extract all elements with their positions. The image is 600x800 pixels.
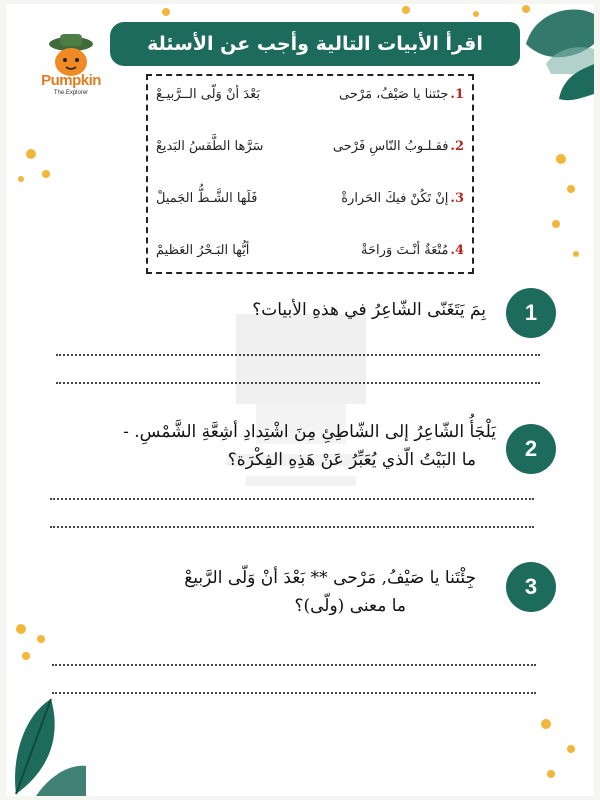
leaf-decoration-right bbox=[554, 64, 594, 104]
verse-first-half bbox=[361, 243, 464, 258]
verse-second-half: أيُّها البَـحْرُ العَظيمْ bbox=[156, 242, 250, 258]
question-1-number: 1 bbox=[506, 288, 556, 338]
verse-first-text: فقـلـوبُ النّاسِ فَرْحى bbox=[332, 138, 449, 154]
answer-line[interactable] bbox=[52, 692, 536, 694]
yellow-dots-decoration-bottom-right bbox=[526, 704, 594, 794]
verses-box bbox=[146, 74, 474, 274]
answer-line[interactable] bbox=[56, 382, 540, 384]
verse-row bbox=[156, 238, 464, 262]
worksheet bbox=[6, 4, 594, 796]
verse-number: 1. bbox=[450, 86, 464, 102]
question-3-line-1: جِئْتَنا يا صَيْفُ, مَرْحى ** بَعْدَ أنْ وَلّى الرَّبيعْ bbox=[184, 568, 476, 588]
verse-number: 3. bbox=[450, 190, 464, 206]
worksheet-title: اقرأ الأبيات التالية وأجب عن الأسئلة bbox=[110, 22, 520, 66]
verse-row bbox=[156, 82, 464, 106]
question-1-text: بِمَ يَتَغَنّى الشّاعِرُ في هذهِ الأبيات؟ bbox=[252, 300, 486, 320]
yellow-dots-decoration-top bbox=[146, 4, 586, 24]
yellow-dots-decoration-right bbox=[541, 144, 591, 264]
verse-row bbox=[156, 134, 464, 158]
question-2-line-1: يَلْجَأُ الشّاعِرُ إلى الشّاطِئِ مِنَ اشْتِدادِ أشِعَّةِ الشَّمْسِ. - bbox=[123, 422, 496, 442]
yellow-dots-decoration-left bbox=[6, 134, 66, 194]
verse-number: 4. bbox=[450, 242, 464, 258]
answer-line[interactable] bbox=[56, 354, 540, 356]
pumpkin-mascot-icon bbox=[30, 30, 112, 78]
verse-number: 2. bbox=[450, 138, 464, 154]
answer-line[interactable] bbox=[50, 526, 534, 528]
verse-second-half: بَعْدَ أنْ وَلّى الــرَّبيـعْ bbox=[156, 86, 260, 102]
question-3-line-2: ما معنى (ولّى)؟ bbox=[294, 596, 406, 616]
verse-first-text: إنْ تَكُنْ فيكَ الحَرارةْ bbox=[341, 190, 449, 206]
logo-subtitle: The Explorer bbox=[53, 90, 89, 96]
verse-second-half: سَرَّها الطَّقسُ البَديعْ bbox=[156, 138, 264, 154]
verse-second-half: فَلَها الشَّـطُّ الجَميلْ bbox=[156, 190, 258, 206]
verse-first-text: مُتْعَةٌ أنْـتَ وَراحَةْ bbox=[361, 242, 449, 258]
question-2-number: 2 bbox=[506, 424, 556, 474]
pumpkin-logo bbox=[30, 30, 112, 108]
answer-line[interactable] bbox=[52, 664, 536, 666]
leaf-decoration-bottom-left bbox=[6, 694, 86, 796]
question-3-number: 3 bbox=[506, 562, 556, 612]
verse-first-half bbox=[341, 191, 464, 206]
verse-first-text: جئتنا يا صَيْفُ، مَرْحى bbox=[339, 86, 449, 102]
logo-text: Pumpkin bbox=[41, 72, 101, 89]
answer-line[interactable] bbox=[50, 498, 534, 500]
verse-first-half bbox=[339, 87, 464, 102]
verse-first-half bbox=[333, 139, 464, 154]
question-2-line-2: ما البَيْتُ الّذي يُعَبِّرُ عَنْ هَذِهِ الفِكْرَة؟ bbox=[227, 450, 476, 470]
watermark-logo bbox=[216, 304, 386, 504]
verse-row bbox=[156, 186, 464, 210]
